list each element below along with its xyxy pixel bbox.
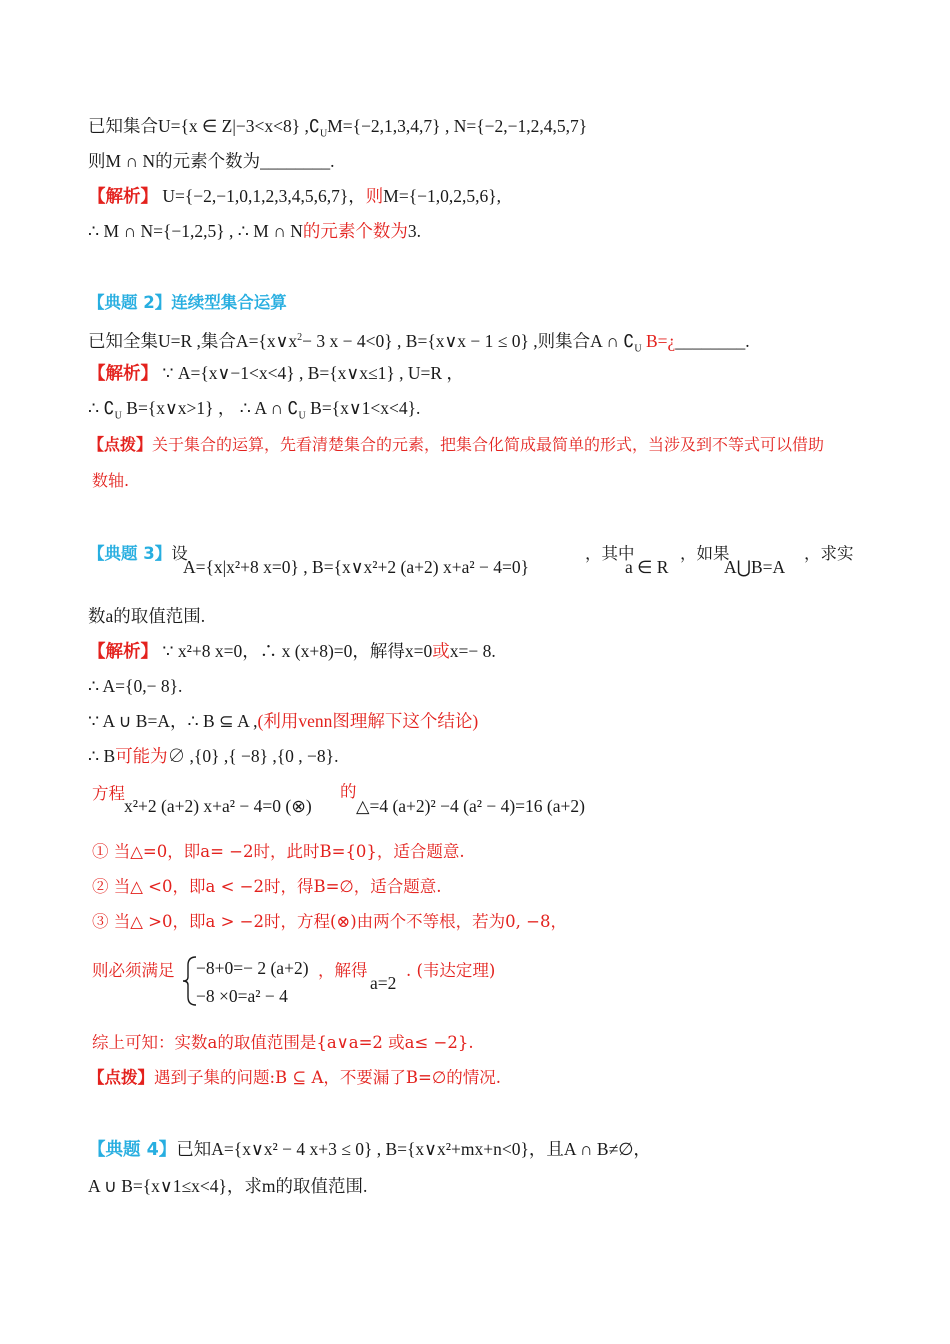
problem2-solution-line1: 【解析】 ∵ A={x∨−1<x<4} , B={x∨x≤1} , U=R ， <box>88 363 464 384</box>
problem3-case2: ② 当△ <0，即a < −2时，得B=∅，适合题意. <box>92 877 442 896</box>
problem3-stem-line1: 【典题 3】设 <box>88 544 188 563</box>
problem3-discriminant: △=4 (a+2)² −4 (a² − 4)=16 (a+2) <box>356 796 585 816</box>
problem3-stem-where: ，其中 <box>585 544 635 563</box>
problem1-solution-line2: ∴ M ∩ N={−1,2,5} , ∴ M ∩ N的元素个数为3. <box>88 221 421 241</box>
problem3-equation-label: 方程 <box>92 784 125 803</box>
problem3-stem-line2: 数a的取值范围. <box>88 606 206 626</box>
problem3-equation: x²+2 (a+2) x+a² − 4=0 (⊗) <box>124 796 312 816</box>
problem1-stem-line2: 则M ∩ N的元素个数为________. <box>88 151 335 171</box>
problem3-sets: A={x|x²+8 x=0} , B={x∨x²+2 (a+2) x+a² − 4=0} <box>183 557 529 577</box>
problem2-tip-line2: 数轴. <box>92 471 130 490</box>
problem3-solution-line3: ∵ A ∪ B=A，∴ B ⊆ A ,(利用venn图理解下这个结论) <box>88 711 479 731</box>
problem3-solution-line2: ∴ A={0,− 8}. <box>88 676 183 696</box>
problem1-stem-line1: 已知集合U={x ∈ Z|−3<x<8} $,∁_UM=\{-2,1,3,4,7\}$ , N={−2,−1,2,4,5,7} <box>88 116 588 140</box>
problem3-cond-a: a ∈ R <box>625 557 669 577</box>
problem3-tip: 【点拨】遇到子集的问题:B ⊆ A，不要漏了B=∅的情况. <box>88 1068 501 1087</box>
problem3-system-note: . (韦达定理) <box>406 961 496 980</box>
problem2-stem: 已知全集U=R ,集合$A=\{x\vee x^2- 3$ x − 4<0} , B={x∨x − 1 ≤ 0} ,则集合A ∩ $∁_U$ B=¿________. <box>88 330 750 355</box>
problem3-case3: ③ 当△ >0，即a > −2时，方程(⊗)由两个不等根，若为0, −8， <box>92 912 567 931</box>
problem2-tip-line1: 【点拨】关于集合的运算，先看清楚集合的元素，把集合化简成最简单的形式，当涉及到不等式可以借助 <box>88 435 825 454</box>
problem3-cond-b: A⋃B=A <box>724 557 786 577</box>
problem3-case1: ① 当△=0，即a= −2时，此时B={0}，适合题意. <box>92 842 465 861</box>
problem3-conclusion: 综上可知：实数a的取值范围是{a∨a=2 或a≤ −2}. <box>92 1033 474 1052</box>
problem3-stem-if: ，如果 <box>680 544 730 563</box>
problem2-solution-line2: ∴ $∁_U$ B={x∨x>1} ， ∴ A ∩ $∁_U$ B={x∨1<x<4}. <box>88 398 421 422</box>
problem4-stem-line1: 【典题 4】已知A={x∨x² − 4 x+3 ≤ 0} , B={x∨x²+mx+n<0}，且A ∩ B≠∅， <box>88 1139 651 1160</box>
problem3-system-label: 则必须满足 <box>92 961 175 980</box>
problem3-solution-line4: ∴ B可能为∅ ,{0} ,{ −8} ,{0 , −8}. <box>88 746 339 766</box>
problem3-equation-de: 的 <box>340 782 357 801</box>
problem3-system-result: a=2 <box>370 973 397 993</box>
problem4-stem-line2: A ∪ B={x∨1≤x<4}，求m的取值范围. <box>88 1176 368 1196</box>
problem3-system-eq2: −8 ×0=a² − 4 <box>196 986 288 1006</box>
problem2-title: 【典题 2】连续型集合运算 <box>88 293 287 312</box>
problem3-stem-find: ，求实 <box>804 544 854 563</box>
problem3-system-solve: ，解得 <box>318 961 368 980</box>
problem3-solution-line1: 【解析】 ∵ x²+8 x=0，∴ x (x+8)=0，解得x=0或x=− 8. <box>88 641 496 662</box>
problem1-solution-line1: 【解析】 U={−2,−1,0,1,2,3,4,5,6,7}，则M={−1,0,2,5,6}, <box>88 186 502 207</box>
problem3-system-eq1: −8+0=− 2 (a+2) <box>196 958 309 978</box>
